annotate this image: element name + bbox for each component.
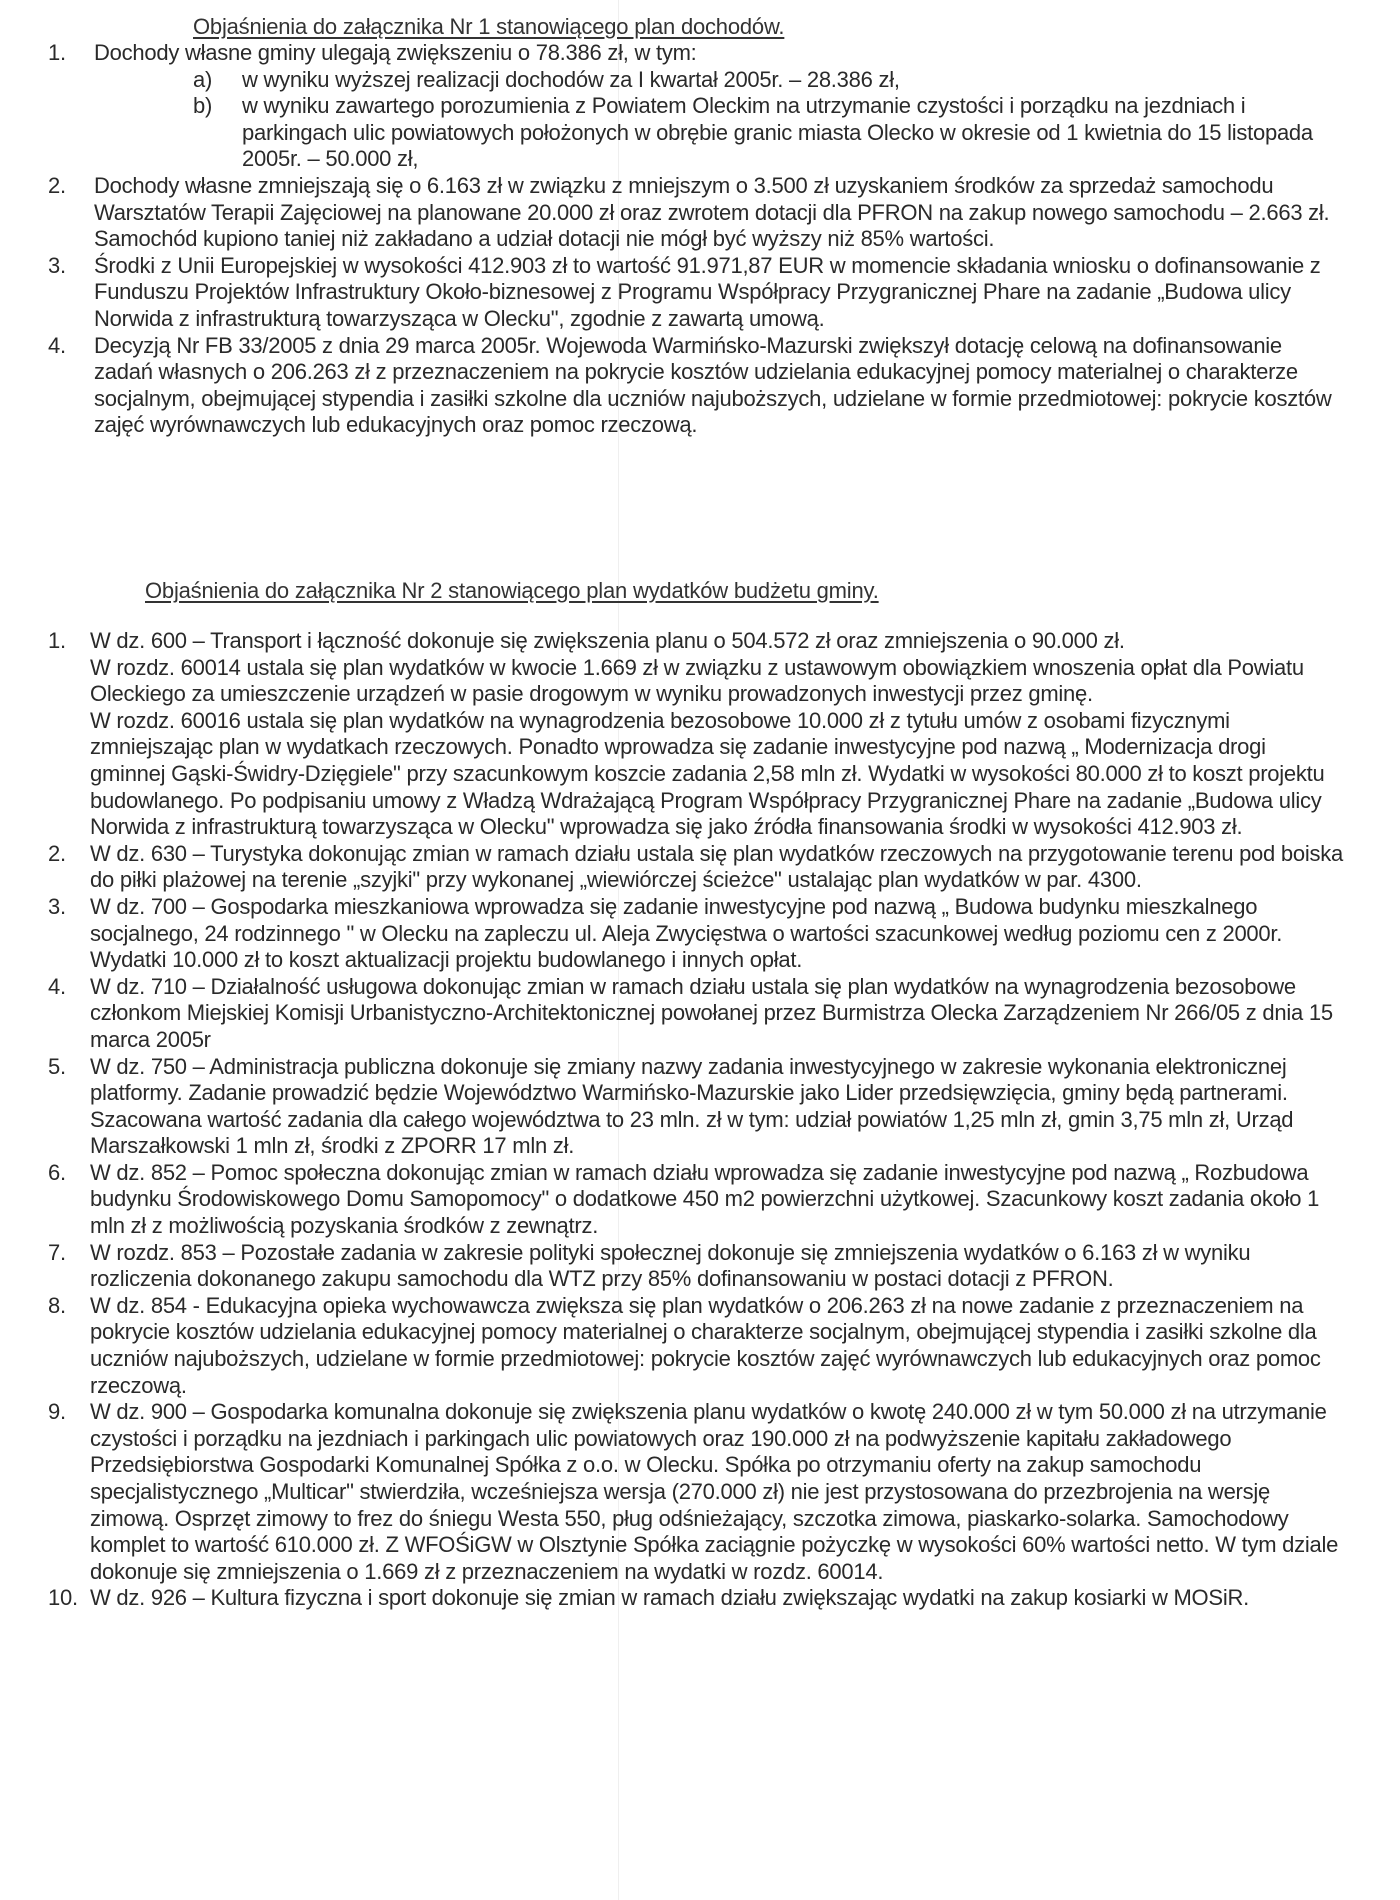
item-text: W dz. 710 – Działalność usługowa dokonując zmian w ramach działu ustala się plan wydatków na wynagrodzenia bezosobowe członkom Miejskiej Komisji Urbanistyczno-Architektonicznej powołanej przez Burmistrza Olecka Zarządzeniem Nr 266/05 z dnia 15 marca 2005r <box>90 973 1333 1052</box>
item-number: 3. <box>48 893 66 919</box>
section1-list <box>0 40 1400 439</box>
list-item <box>0 333 1400 439</box>
item-paragraph: W rozdz. 60016 ustala się plan wydatków na wynagrodzenia bezosobowe 10.000 zł z tytułu umów z osobami fizycznymi zmniejszając plan w wydatkach rzeczowych. Ponadto wprowadza się zadanie inwestycyjne pod nazwą „ Modernizacja drogi gminnej Gąski-Świdry-Dzięgiele" przy szacunkowym koszcie zadania 2,58 mln zł. Wydatki w wysokości 80.000 zł to koszt projektu budowlanego. Po podpisaniu umowy z Władzą Wdrażającą Program Współpracy Przygranicznej Phare na zadanie „Budowa ulicy Norwida z infrastrukturą towarzysząca w Olecku" wprowadza się jako źródła finansowania środki w wysokości 412.903 zł. <box>90 707 1325 840</box>
list-item <box>0 1585 1400 1612</box>
item-number: 6. <box>48 1159 66 1185</box>
item-number: 9. <box>48 1399 66 1425</box>
item-number: 10. <box>48 1585 78 1611</box>
item-text: Decyzją Nr FB 33/2005 z dnia 29 marca 2005r. Wojewoda Warmińsko-Mazurski zwiększył dotację celową na dofinansowanie zadań własnych o 206.263 zł z przeznaczeniem na pokrycie kosztów udzielania edukacyjnej pomocy materialnej o charakterze socjalnym, obejmującej stypendia i zasiłki szkolne dla uczniów najuboższych, udzielane w formie przedmiotowej: pokrycie kosztów zajęć wyrównawczych lub edukacyjnych oraz pomoc rzeczową. <box>94 332 1332 438</box>
item-number: 1. <box>48 40 66 65</box>
sub-item-label: a) <box>193 66 213 92</box>
item-number: 8. <box>48 1292 66 1318</box>
list-item <box>0 894 1400 974</box>
item-number: 2. <box>48 840 66 866</box>
list-item <box>0 1293 1400 1399</box>
item-text: Dochody własne gminy ulegają zwiększeniu o 78.386 zł, w tym: <box>94 40 697 65</box>
sub-item-text: w wyniku zawartego porozumienia z Powiatem Oleckim na utrzymanie czystości i porządku na jezdniach i parkingach ulic powiatowych położonych w obrębie granic miasta Olecko w okresie od 1 kwietnia do 15 listopada 2005r. – 50.000 zł, <box>242 93 1313 172</box>
item-number: 5. <box>48 1053 66 1079</box>
item-text <box>90 628 1345 841</box>
section1-heading: Objaśnienia do załącznika Nr 1 stanowiącego plan dochodów. <box>193 14 785 39</box>
list-item <box>0 1240 1400 1293</box>
list-item <box>0 628 1400 841</box>
item-number: 7. <box>48 1239 66 1265</box>
item-text: Dochody własne zmniejszają się o 6.163 zł w związku z mniejszym o 3.500 zł uzyskaniem środków za sprzedaż samochodu Warsztatów Terapii Zajęciowej na planowane 20.000 zł oraz zwrotem dotacji dla PFRON na zakup nowego samochodu – 2.663 zł. Samochód kupiono taniej niż zakładano a udział dotacji nie mógł być wyższy niż 85% wartości. <box>94 172 1330 252</box>
list-item <box>0 173 1400 253</box>
item-text: W rozdz. 853 – Pozostałe zadania w zakresie polityki społecznej dokonuje się zmniejszenia wydatków o 6.163 zł w wyniku rozliczenia dokonanego zakupu samochodu dla WTZ przy 85% dofinansowaniu w postaci dotacji z PFRON. <box>90 1239 1251 1292</box>
section2-heading: Objaśnienia do załącznika Nr 2 stanowiącego plan wydatków budżetu gminy. <box>145 578 879 603</box>
item-paragraph: W rozdz. 60014 ustala się plan wydatków w kwocie 1.669 zł w związku z ustawowym obowiązkiem wnoszenia opłat dla Powiatu Oleckiego za umieszczenie urządzeń w pasie drogowym w wyniku prowadzonych inwestycji przez gminę. <box>90 654 1304 707</box>
sub-item-text: w wyniku wyższej realizacji dochodów za I kwartał 2005r. – 28.386 zł, <box>242 66 900 92</box>
item-text: W dz. 630 – Turystyka dokonując zmian w ramach działu ustala się plan wydatków rzeczowych na przygotowanie terenu pod boiska do piłki plażowej na terenie „szyjki" przy wykonanej „wiewiórczej ścieżce" ustalając plan wydatków w par. 4300. <box>90 840 1343 893</box>
list-item <box>0 1160 1400 1240</box>
item-number: 4. <box>48 973 66 999</box>
list-item <box>0 1399 1400 1585</box>
sub-item-label: b) <box>193 93 213 119</box>
item-text: W dz. 900 – Gospodarka komunalna dokonuje się zwiększenia planu wydatków o kwotę 240.000 zł w tym 50.000 zł na utrzymanie czystości i porządku na jezdniach i parkingach ulic powiatowych oraz 190.000 zł na podwyższenie kapitału zakładowego Przedsiębiorstwa Gospodarki Komunalnej Spółka z o.o. w Olecku. Spółka po otrzymaniu oferty na zakup samochodu specjalistycznego „Multicar" stwierdziła, wcześniejsza wersja (270.000 zł) nie jest przystosowana do przezbrojenia na wersję zimową. Osprzęt zimowy to frez do śniegu Westa 550, pług odśnieżający, szczotka zimowa, piaskarko-solarka. Samochodowy komplet to wartość 610.000 zł. Z WFOŚiGW w Olsztynie Spółka zaciągnie pożyczkę w wysokości 60% wartości netto. W tym dziale dokonuje się zmniejszenia o 1.669 zł z przeznaczeniem na wydatki w rozdz. 60014. <box>90 1399 1339 1584</box>
item-number: 3. <box>48 252 66 278</box>
item-text: W dz. 700 – Gospodarka mieszkaniowa wprowadza się zadanie inwestycyjne pod nazwą „ Budowa budynku mieszkalnego socjalnego, 24 rodzinnego " w Olecku na zapleczu ul. Aleja Zwycięstwa o wartości szacunkowej według poziomu cen z 2000r. Wydatki 10.000 zł to koszt aktualizacji projektu budowlanego i innych opłat. <box>90 893 1283 973</box>
list-item <box>0 974 1400 1054</box>
item-number: 1. <box>48 628 66 653</box>
sub-item <box>0 67 1400 94</box>
item-text: W dz. 852 – Pomoc społeczna dokonując zmian w ramach działu wprowadza się zadanie inwestycyjne pod nazwą „ Rozbudowa budynku Środowiskowego Domu Samopomocy" o dodatkowe 450 m2 powierzchni użytkowej. Szacunkowy koszt zadania około 1 mln zł z możliwością pozyskania środków z zewnątrz. <box>90 1159 1320 1239</box>
item-paragraph: W dz. 600 – Transport i łączność dokonuje się zwiększenia planu o 504.572 zł oraz zmniejszenia o 90.000 zł. <box>90 628 1125 653</box>
item-text: W dz. 854 - Edukacyjna opieka wychowawcza zwiększa się plan wydatków o 206.263 zł na nowe zadanie z przeznaczeniem na pokrycie kosztów udzielania edukacyjnej pomocy materialnej o charakterze socjalnym, obejmującej stypendia i zasiłki szkolne dla uczniów najuboższych, udzielane w formie przedmiotowej: pokrycie kosztów zajęć wyrównawczych lub edukacyjnych oraz pomoc rzeczową. <box>90 1292 1321 1398</box>
item-number: 4. <box>48 332 66 358</box>
item-text: W dz. 926 – Kultura fizyczna i sport dokonuje się zmian w ramach działu zwiększając wydatki na zakup kosiarki w MOSiR. <box>90 1585 1249 1611</box>
item-text: Środki z Unii Europejskiej w wysokości 412.903 zł to wartość 91.971,87 EUR w momencie składania wniosku o dofinansowanie z Funduszu Projektów Infrastruktury Około-biznesowej z Programu Współpracy Przygranicznej Phare na zadanie „Budowa ulicy Norwida z infrastrukturą towarzysząca w Olecku", zgodnie z zawartą umową. <box>94 252 1321 331</box>
section2-list <box>0 628 1400 1612</box>
list-item <box>0 40 1400 173</box>
list-item <box>0 253 1400 333</box>
list-item <box>0 841 1400 894</box>
item-number: 2. <box>48 172 66 198</box>
list-item <box>0 1054 1400 1160</box>
item-text: W dz. 750 – Administracja publiczna dokonuje się zmiany nazwy zadania inwestycyjnego w zakresie wykonania elektronicznej platformy. Zadanie prowadzić będzie Województwo Warmińsko-Mazurskie jako Lider przedsięwzięcia, gminy będą partnerami. Szacowana wartość zadania dla całego województwa to 23 mln. zł w tym: udział powiatów 1,25 mln zł, gmin 3,75 mln zł, Urząd Marszałkowski 1 mln zł, środki z ZPORR 17 mln zł. <box>90 1053 1294 1159</box>
sub-item <box>0 93 1400 173</box>
